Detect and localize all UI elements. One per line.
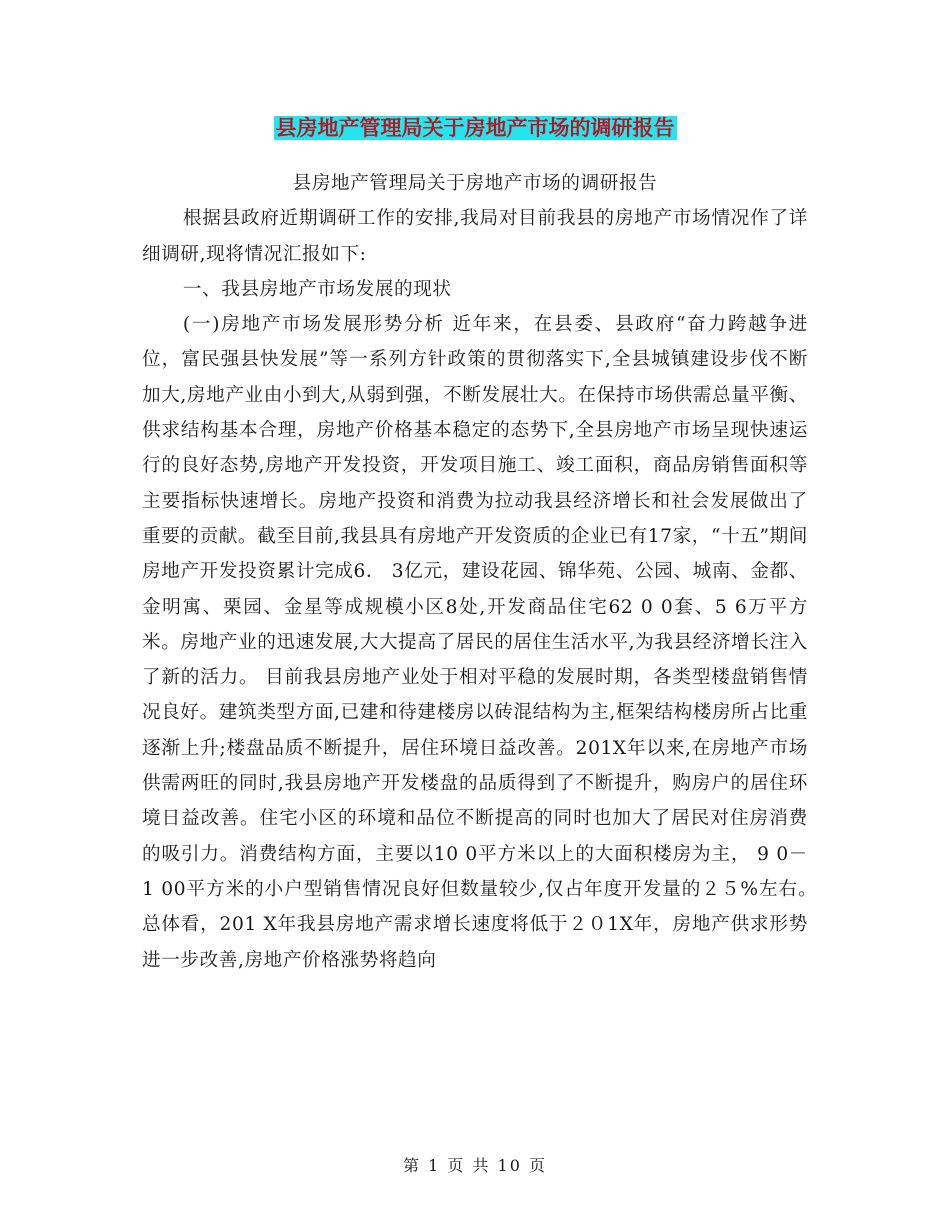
page-number-footer: 第 1 页 共 10 页 bbox=[403, 1156, 547, 1175]
document-title bbox=[0, 112, 950, 144]
section-heading: 一、我县房地产市场发展的现状 bbox=[182, 278, 452, 300]
highlighted-title-text: 县房地产管理局关于房地产市场的调研报告 bbox=[275, 116, 675, 140]
document-subtitle: 县房地产管理局关于房地产市场的调研报告 bbox=[292, 173, 658, 194]
intro-paragraph: 根据县政府近期调研工作的安排,我局对目前我县的房地产市场情况作了详细调研,现将情况汇报如下: bbox=[142, 208, 808, 265]
body-paragraph: (一)房地产市场发展形势分析 近年来，在县委、县政府“奋力跨越争进位，富民强县快发展”等一系列方针政策的贯彻落实下,全县城镇建设步伐不断加大,房地产业由小到大,从弱到强，不断发展壮大。在保持市场供需总量平衡、供求结构基本合理，房地产价格基本稳定的态势下,全县房地产市场呈现快速运行的良好态势,房地产开发投资，开发项目施工、竣工面积，商品房销售面积等主要指标快速增长。房地产投资和消费为拉动我县经济增长和社会发展做出了重要的贡献。截至目前,我县具有房地产开发资质的企业已有17家，“十五”期间房地产开发投资累计完成6． 3亿元，建设花园、锦华苑、公园、城南、金都、金明寓、栗园、金星等成规模小区8处,开发商品住宅62 0 0套、5 6万平方米。房地产业的迅速发展,大大提高了居民的居住生活水平,为我县经济增长注入了新的活力。 目前我县房地产业处于相对平稳的发展时期，各类型楼盘销售情况良好。建筑类型方面,已建和待建楼房以砖混结构为主,框架结构楼房所占比重逐渐上升;楼盘品质不断提升，居住环境日益改善。201X年以来,在房地产市场供需两旺的同时,我县房地产开发楼盘的品质得到了不断提升，购房户的居住环境日益改善。住宅小区的环境和品位不断提高的同时也加大了居民对住房消费的吸引力。消费结构方面，主要以10 0平方米以上的大面积楼房为主， 9 0－1 00平方米的小户型销售情况良好但数量较少,仅占年度开发量的２５%左右。 总体看，201 X年我县房地产需求增长速度将低于２０1X年，房地产供求形势进一步改善,房地产价格涨势将趋向 bbox=[142, 314, 828, 971]
document-body bbox=[142, 166, 828, 978]
